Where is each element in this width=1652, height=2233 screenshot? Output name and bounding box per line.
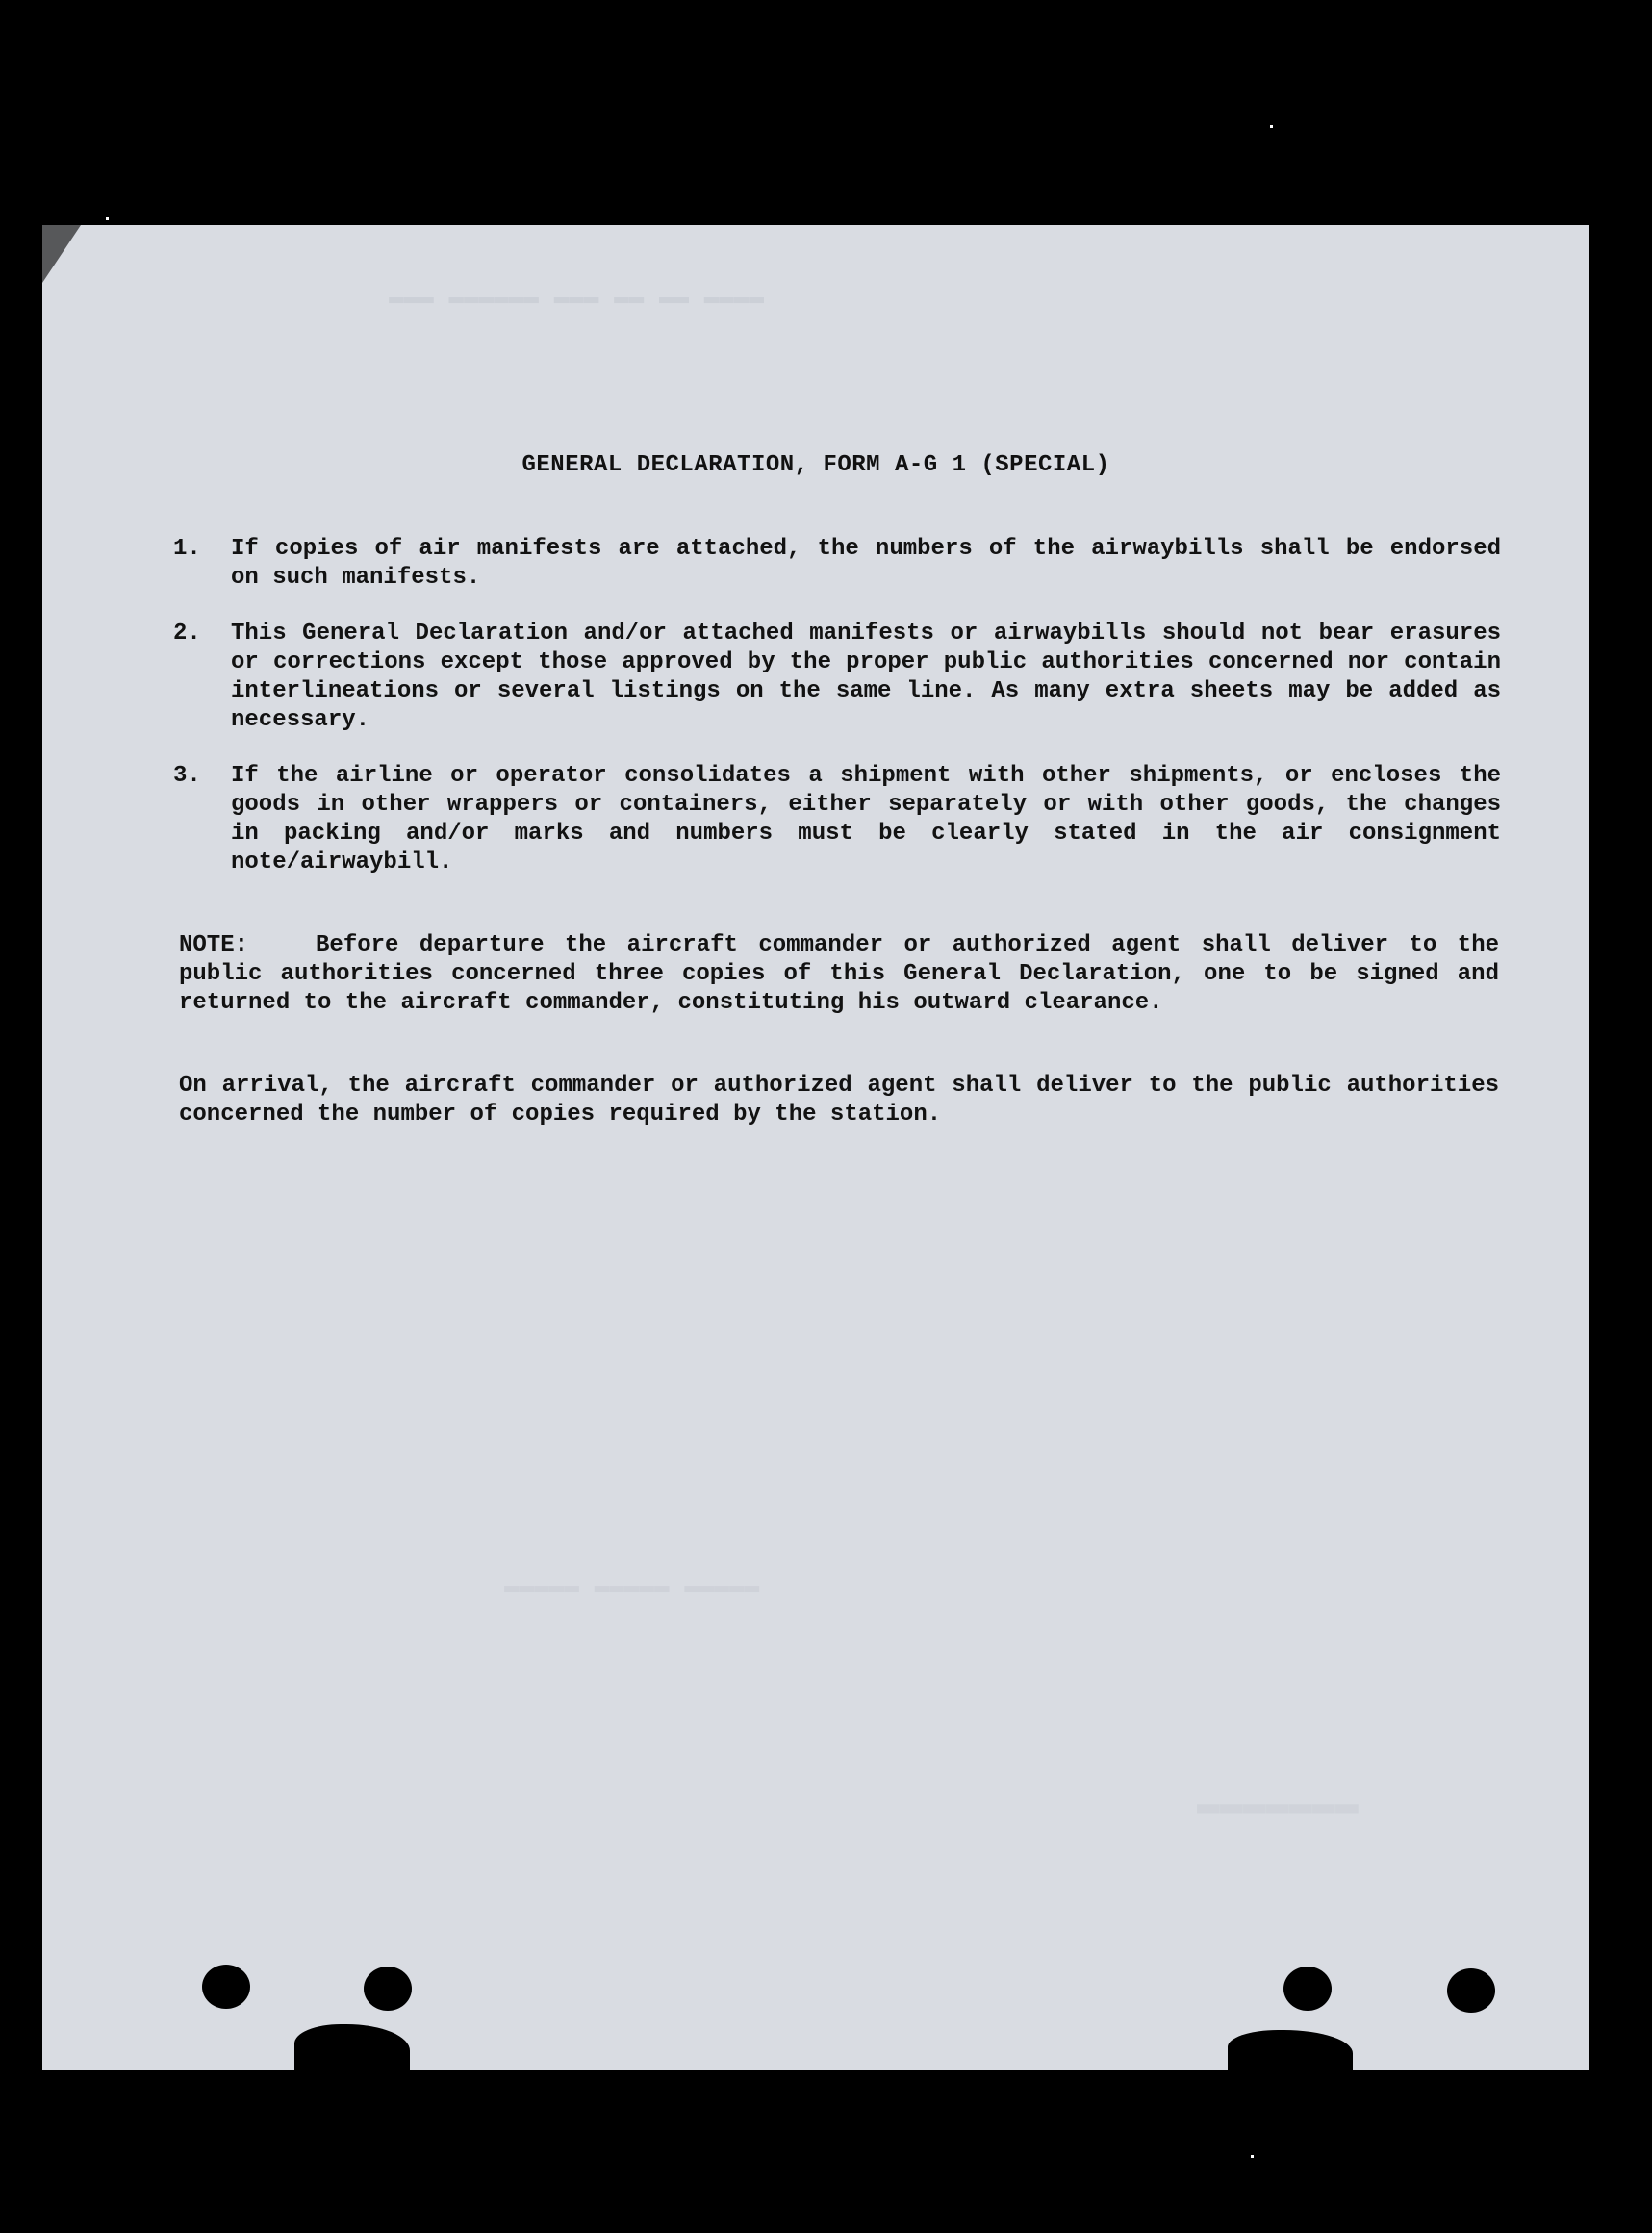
scan-speck xyxy=(1251,2155,1254,2158)
punch-hole xyxy=(1447,1968,1495,2013)
bleed-through-mark: ▬▬▬▬▬▬▬ xyxy=(1197,1784,1360,1827)
document-title: GENERAL DECLARATION, FORM A-G 1 (SPECIAL) xyxy=(521,452,1110,478)
instruction-item-1 xyxy=(173,535,1501,593)
folded-corner xyxy=(42,225,81,283)
item-number: 2. xyxy=(173,621,201,647)
paper-tear xyxy=(1228,2030,1353,2070)
item-text: If copies of air manifests are attached, the numbers of the airwaybills shall be endorsed on such manifests. xyxy=(231,536,1501,591)
bleed-through-mark: ▬▬▬▬▬ ▬▬▬▬▬ ▬▬▬▬▬ xyxy=(504,1572,760,1601)
bleed-through-mark: ▬▬▬▬ ▬▬ ▬▬ ▬▬▬ ▬▬▬▬▬▬ ▬▬▬ xyxy=(389,283,765,312)
paper-tear xyxy=(294,2024,410,2070)
punch-hole xyxy=(364,1967,412,2011)
arrival-paragraph: On arrival, the aircraft commander or authorized agent shall deliver to the public authorities concerned the number of copies required by the station. xyxy=(179,1073,1499,1128)
scan-speck xyxy=(106,217,109,220)
note-text: Before departure the aircraft commander or authorized agent shall deliver to the public authorities concerned three copies of this General Declaration, one to be signed and returned to the aircraft commander, constituting his outward clearance. xyxy=(179,932,1499,1016)
note-label: NOTE: xyxy=(179,932,249,958)
scan-speck xyxy=(1270,125,1273,128)
item-text: If the airline or operator consolidates a shipment with other shipments, or encloses the goods in other wrappers or containers, either separately or with other goods, the changes in packing and/or marks and numbers must be clearly stated in the air consignment note/airwaybill. xyxy=(231,763,1501,875)
punch-hole xyxy=(202,1965,250,2009)
item-text: This General Declaration and/or attached manifests or airwaybills should not bear erasures or corrections except those approved by the proper public authorities concerned nor contain interlineations or several listings on the same line. As many extra sheets may be added as necessary. xyxy=(231,621,1501,733)
instruction-item-3 xyxy=(173,762,1501,877)
item-number: 1. xyxy=(173,536,201,562)
instruction-item-2 xyxy=(173,620,1501,735)
document-page xyxy=(42,225,1589,2070)
punch-hole xyxy=(1283,1967,1332,2011)
item-number: 3. xyxy=(173,763,201,789)
note-paragraph xyxy=(179,931,1499,1018)
